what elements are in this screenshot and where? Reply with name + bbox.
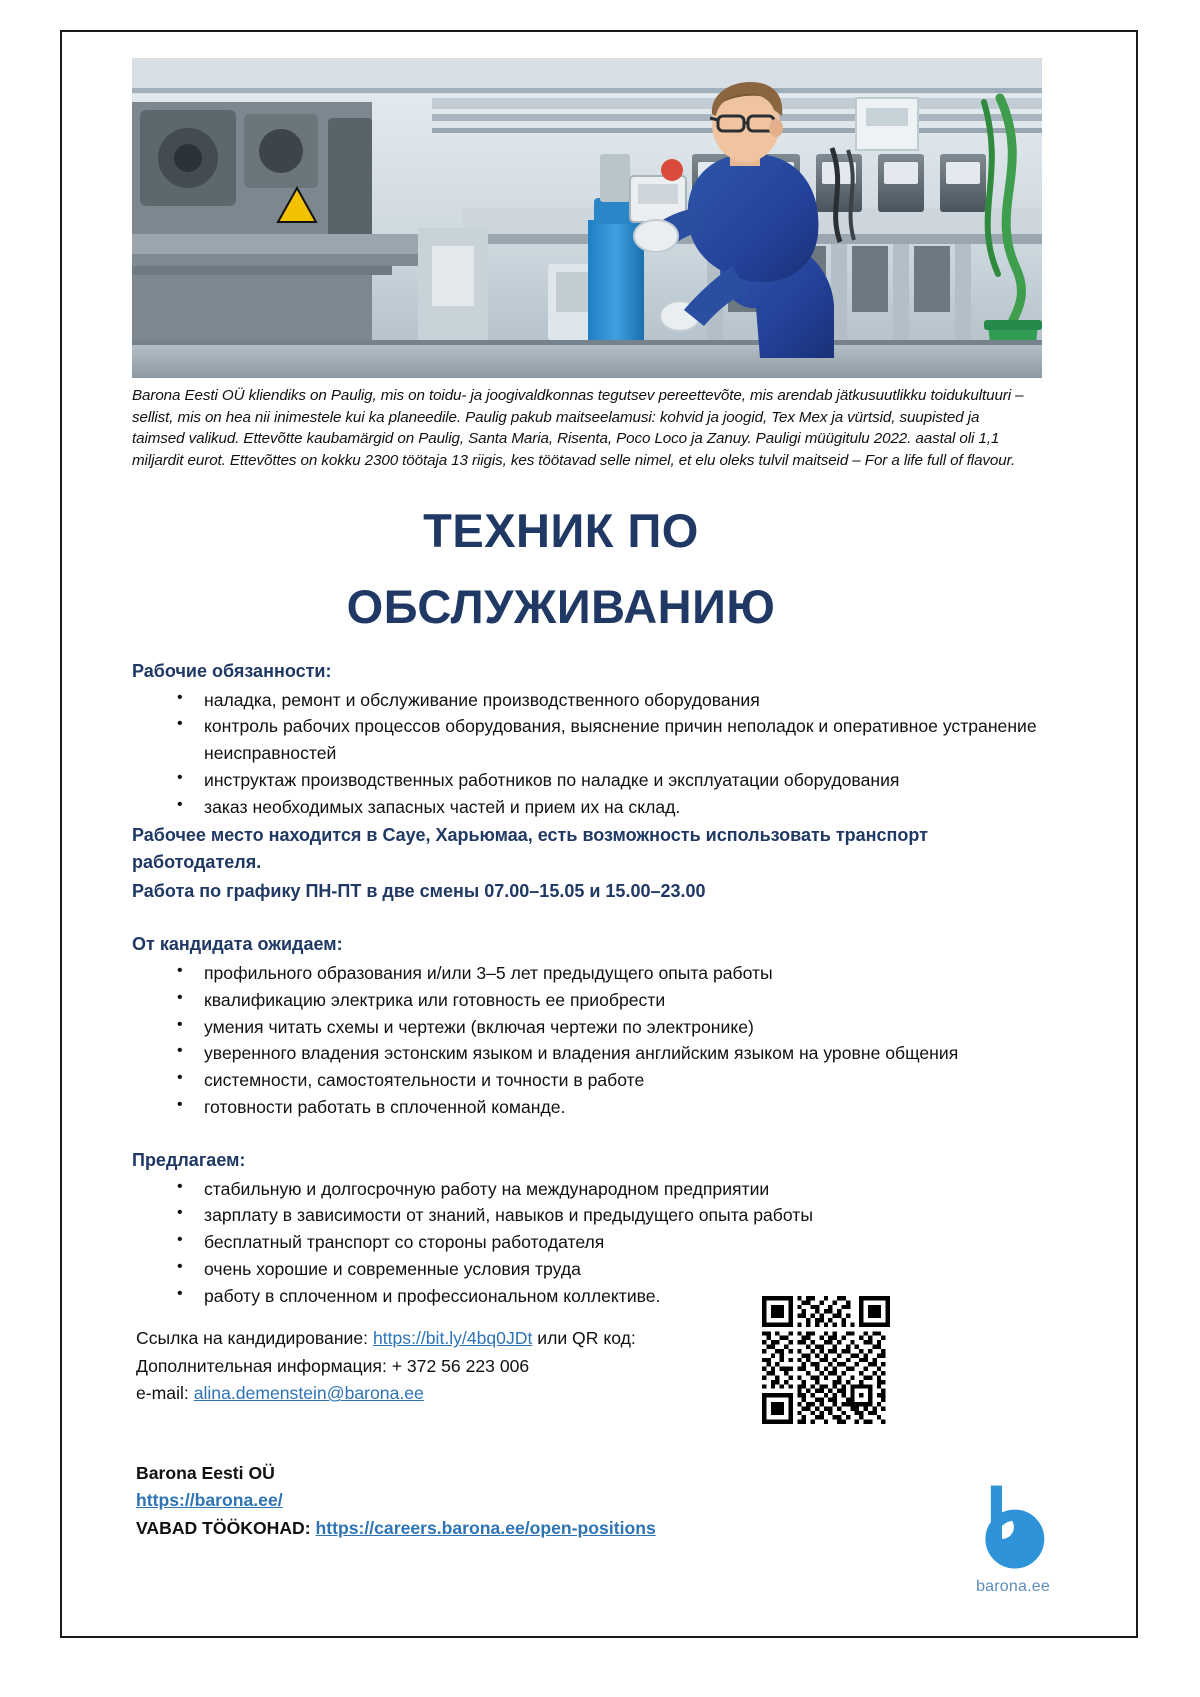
list-item: • умения читать схемы и чертежи (включая чертежи по электронике)	[132, 1014, 1042, 1041]
footer-vacancies-label: VABAD TÖÖKOHAD:	[136, 1517, 316, 1538]
section-heading-expectations: От кандидата ожидаем:	[132, 934, 343, 955]
list-item: • квалификацию электрика или готовность ее приобрести	[132, 987, 1042, 1014]
poster-inner	[62, 32, 1136, 1636]
list-item: • очень хорошие и современные условия труда	[132, 1256, 1042, 1283]
phone-line	[136, 1353, 856, 1380]
list-item: • контроль рабочих процессов оборудования, выяснение причин неполадок и оперативное устранение неисправностей	[132, 713, 1042, 766]
list-item: • инструктаж производственных работников по наладке и эксплуатации оборудования	[132, 767, 1042, 794]
phone-label: Дополнительная информация:	[136, 1355, 392, 1376]
barona-logo	[948, 1482, 1078, 1596]
list-item: • уверенного владения эстонским языком и владения английским языком на уровне общения	[132, 1040, 1042, 1067]
email-link[interactable]: alina.demenstein@barona.ee	[193, 1383, 424, 1404]
note-schedule: Работа по графику ПН-ПТ в две смены 07.00–15.05 и 15.00–23.00	[132, 881, 706, 902]
footer-website-line	[136, 1487, 1042, 1514]
footer-vacancies-link[interactable]: https://careers.barona.ee/open-positions	[315, 1517, 656, 1538]
email-label: e-mail:	[136, 1383, 194, 1404]
footer-company: Barona Eesti OÜ	[136, 1462, 275, 1483]
footer-website-link[interactable]: https://barona.ee/	[136, 1490, 283, 1511]
hero-photo	[132, 58, 1042, 378]
list-item: • системности, самостоятельности и точности в работе	[132, 1067, 1042, 1094]
duties-list	[132, 687, 1042, 821]
list-item: • зарплату в зависимости от знаний, навыков и предыдущего опыта работы	[132, 1202, 1042, 1229]
phone-value: + 372 56 223 006	[391, 1355, 530, 1376]
email-line	[136, 1380, 856, 1407]
expectations-list	[132, 960, 1042, 1120]
footer-block	[136, 1460, 1042, 1542]
barona-b-icon	[948, 1482, 1078, 1574]
page-title-line-1: ТЕХНИК ПО	[423, 504, 699, 558]
list-item: • наладка, ремонт и обслуживание производственного оборудования	[132, 687, 1042, 714]
apply-suffix: или QR код:	[532, 1328, 636, 1349]
intro-paragraph: Barona Eesti OÜ kliendiks on Paulig, mis on toidu- ja joogivaldkonnas tegutsev pereettevõte, mis arendab jätkusuutlikku toidukultuuri – sellist, mis on hea nii inimestele kui ka planeedile. Paulig pakub maitseelamusi: kohvid ja joogid, Tex Mex ja vürtsid, suupisted ja taimsed valikud. Ettevõtte kaubamärgid on Paulig, Santa Maria, Risenta, Poco Loco ja Zanuy. Pauligi müügitulu 2022. aastal oli 1,1 miljardit eurot. Ettevõttes on kokku 2300 töötaja 13 riigis, kes töötavad selle nimel, et elu oleks tulvil maitseid – For a life full of flavour.	[132, 387, 1024, 469]
page-title-line-2: ОБСЛУЖИВАНИЮ	[346, 580, 776, 634]
poster-page	[60, 30, 1138, 1638]
apply-link[interactable]: https://bit.ly/4bq0JDt	[372, 1328, 533, 1349]
apply-line	[136, 1325, 856, 1352]
note-location: Рабочее место находится в Сауе, Харьюмаа, есть возможность использовать транспорт работодателя.	[132, 825, 928, 873]
job-content	[132, 658, 1042, 1542]
offer-list	[132, 1176, 1042, 1310]
section-heading-duties: Рабочие обязанности:	[132, 660, 332, 681]
qr-code	[762, 1296, 890, 1424]
list-item: • работу в сплоченном и профессиональном коллективе.	[132, 1283, 1042, 1310]
list-item: • стабильную и долгосрочную работу на международном предприятии	[132, 1176, 1042, 1203]
list-item: • профильного образования и/или 3–5 лет предыдущего опыта работы	[132, 960, 1042, 987]
barona-wordmark: barona.ee	[976, 1578, 1050, 1595]
footer-vacancies-line	[136, 1515, 1042, 1542]
list-item: • заказ необходимых запасных частей и прием их на склад.	[132, 794, 1042, 821]
section-heading-offer: Предлагаем:	[132, 1149, 246, 1170]
list-item: • готовности работать в сплоченной команде.	[132, 1094, 1042, 1121]
page-title	[128, 493, 1084, 645]
list-item: • бесплатный транспорт со стороны работодателя	[132, 1229, 1042, 1256]
apply-label: Ссылка на кандидирование:	[136, 1328, 373, 1349]
contact-block	[136, 1325, 856, 1407]
